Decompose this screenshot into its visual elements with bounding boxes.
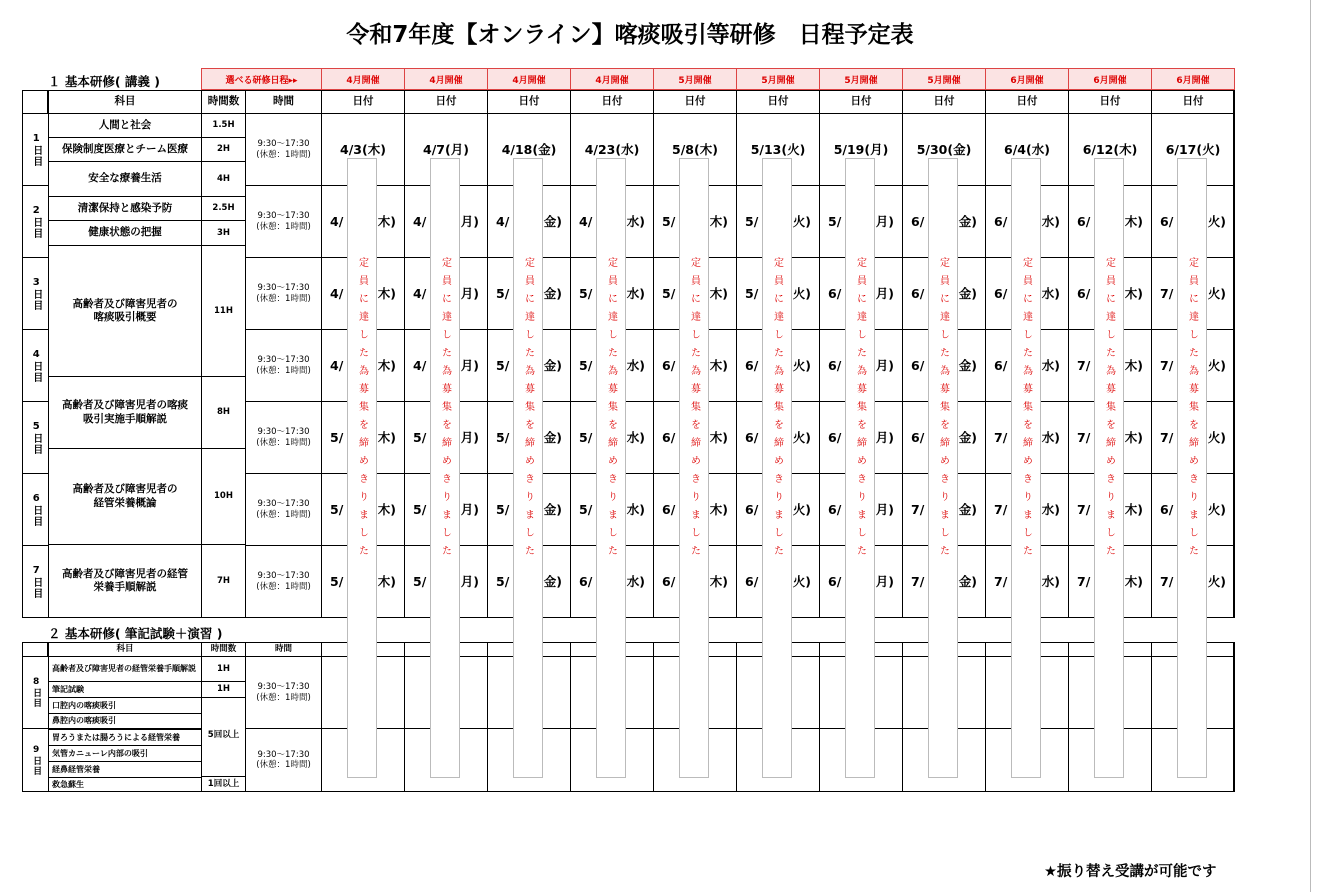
time-cell-5 bbox=[245, 401, 322, 474]
corner-cell bbox=[22, 90, 48, 114]
date-partial-left: 6/ bbox=[828, 501, 842, 517]
time-sub: (休憩：1時間) bbox=[256, 581, 311, 592]
date-partial-left: 7/ bbox=[994, 573, 1008, 589]
time-cell-2 bbox=[245, 185, 322, 258]
s2-subject-3: 口腔内の喀痰吸引 bbox=[48, 697, 202, 714]
date-header-10: 日付 bbox=[1068, 90, 1152, 114]
month-header-5: 5月開催 bbox=[653, 68, 737, 90]
s2-header-subject: 科目 bbox=[48, 642, 202, 657]
date-partial-right: 火) bbox=[792, 213, 811, 229]
date-partial-right: 火) bbox=[792, 501, 811, 517]
date-partial-left: 6/ bbox=[828, 573, 842, 589]
date-partial-right: 木) bbox=[1124, 213, 1143, 229]
date-partial-left: 6/ bbox=[662, 573, 676, 589]
date-partial-right: 水) bbox=[626, 573, 645, 589]
date-partial-left: 7/ bbox=[1077, 501, 1091, 517]
date-partial-left: 4/ bbox=[330, 285, 344, 301]
date-partial-right: 水) bbox=[1041, 285, 1060, 301]
date-partial-left: 6/ bbox=[1160, 213, 1174, 229]
s2-day-8: 8日目 bbox=[22, 656, 49, 729]
date-header-5: 日付 bbox=[653, 90, 737, 114]
date-partial-right: 金) bbox=[958, 573, 977, 589]
date-partial-left: 6/ bbox=[994, 285, 1008, 301]
s2-subject-5: 胃ろうまたは腸ろうによる経管栄養 bbox=[48, 729, 202, 746]
date-partial-left: 6/ bbox=[828, 429, 842, 445]
subject-5: 健康状態の把握 bbox=[48, 220, 202, 246]
date-partial-left: 4/ bbox=[579, 213, 593, 229]
date-partial-right: 木) bbox=[377, 501, 396, 517]
date-partial-right: 月) bbox=[460, 357, 479, 373]
s2-subject-7: 経鼻経管栄養 bbox=[48, 761, 202, 778]
closed-band-2 bbox=[430, 158, 460, 778]
day-label-1: 1日目 bbox=[22, 113, 49, 186]
s2-time-8-main: 9:30〜17:30 bbox=[257, 682, 310, 693]
date-partial-right: 木) bbox=[377, 573, 396, 589]
closed-band-4 bbox=[596, 158, 626, 778]
date-partial-left: 6/ bbox=[662, 429, 676, 445]
date-partial-right: 金) bbox=[543, 213, 562, 229]
date-partial-right: 金) bbox=[543, 501, 562, 517]
s2-header-time: 時間 bbox=[245, 642, 322, 657]
date-partial-right: 月) bbox=[875, 429, 894, 445]
date-partial-right: 水) bbox=[626, 285, 645, 301]
date-partial-left: 5/ bbox=[662, 285, 676, 301]
header-time: 時間 bbox=[245, 90, 322, 114]
date-header-7: 日付 bbox=[819, 90, 903, 114]
day-label-3: 3日目 bbox=[22, 257, 49, 330]
date-partial-right: 火) bbox=[1207, 213, 1226, 229]
date-partial-right: 金) bbox=[958, 213, 977, 229]
date-partial-right: 月) bbox=[460, 429, 479, 445]
date-partial-right: 金) bbox=[958, 429, 977, 445]
s2-hours-2: 1H bbox=[201, 681, 246, 698]
date-partial-left: 5/ bbox=[745, 213, 759, 229]
date-partial-right: 月) bbox=[460, 285, 479, 301]
closed-band-1 bbox=[347, 158, 377, 778]
s2-corner bbox=[22, 642, 48, 657]
date-partial-right: 水) bbox=[1041, 357, 1060, 373]
date-cell-1-3: 4/18(金) bbox=[487, 113, 571, 186]
month-header-9: 6月開催 bbox=[985, 68, 1069, 90]
date-partial-right: 木) bbox=[1124, 285, 1143, 301]
date-partial-right: 火) bbox=[792, 357, 811, 373]
month-header-8: 5月開催 bbox=[902, 68, 986, 90]
page-edge-line bbox=[1310, 0, 1311, 892]
date-partial-left: 5/ bbox=[413, 429, 427, 445]
date-partial-right: 金) bbox=[543, 429, 562, 445]
hours-6: 11H bbox=[201, 245, 246, 377]
date-partial-left: 6/ bbox=[1077, 213, 1091, 229]
date-cell-1-10: 6/12(木) bbox=[1068, 113, 1152, 186]
date-partial-right: 月) bbox=[875, 357, 894, 373]
date-partial-left: 7/ bbox=[1160, 573, 1174, 589]
month-header-7: 5月開催 bbox=[819, 68, 903, 90]
date-partial-right: 火) bbox=[792, 573, 811, 589]
date-partial-right: 月) bbox=[460, 213, 479, 229]
date-partial-right: 金) bbox=[958, 501, 977, 517]
date-partial-right: 木) bbox=[709, 357, 728, 373]
time-main: 9:30〜17:30 bbox=[257, 211, 310, 222]
s2-hours-8: 1回以上 bbox=[201, 776, 246, 792]
date-partial-right: 水) bbox=[1041, 501, 1060, 517]
date-cell-1-4: 4/23(水) bbox=[570, 113, 654, 186]
date-header-3: 日付 bbox=[487, 90, 571, 114]
s2-time-8-sub: (休憩：1時間) bbox=[256, 692, 311, 703]
date-partial-left: 6/ bbox=[745, 429, 759, 445]
date-cell-1-11: 6/17(火) bbox=[1151, 113, 1235, 186]
date-partial-left: 7/ bbox=[1160, 285, 1174, 301]
time-sub: (休憩：1時間) bbox=[256, 365, 311, 376]
date-partial-left: 6/ bbox=[745, 501, 759, 517]
date-cell-1-7: 5/19(月) bbox=[819, 113, 903, 186]
date-partial-right: 月) bbox=[875, 573, 894, 589]
time-cell-3 bbox=[245, 257, 322, 330]
date-partial-right: 木) bbox=[1124, 501, 1143, 517]
closed-text: 定員に達した為募集を締めきりました bbox=[605, 257, 617, 563]
s2-subject-1: 高齢者及び障害児者の経管栄養手順解説 bbox=[48, 656, 202, 682]
closed-band-5 bbox=[679, 158, 709, 778]
closed-text: 定員に達した為募集を締めきりました bbox=[771, 257, 783, 563]
hours-4: 2.5H bbox=[201, 196, 246, 221]
date-partial-left: 5/ bbox=[662, 213, 676, 229]
month-header-11: 6月開催 bbox=[1151, 68, 1235, 90]
date-partial-left: 6/ bbox=[1077, 285, 1091, 301]
date-partial-right: 水) bbox=[626, 501, 645, 517]
subject-8: 高齢者及び障害児者の経管栄養概論 bbox=[48, 448, 202, 545]
date-partial-right: 木) bbox=[377, 357, 396, 373]
closed-text: 定員に達した為募集を締めきりました bbox=[522, 257, 534, 563]
date-header-2: 日付 bbox=[404, 90, 488, 114]
subject-6: 高齢者及び障害児者の喀痰吸引概要 bbox=[48, 245, 202, 377]
hours-8: 10H bbox=[201, 448, 246, 545]
s2-subject-2: 筆記試験 bbox=[48, 681, 202, 698]
time-sub: (休憩：1時間) bbox=[256, 221, 311, 232]
date-partial-left: 7/ bbox=[1077, 573, 1091, 589]
time-main: 9:30〜17:30 bbox=[257, 499, 310, 510]
date-partial-left: 7/ bbox=[1160, 357, 1174, 373]
closed-text: 定員に達した為募集を締めきりました bbox=[1020, 257, 1032, 563]
hours-7: 8H bbox=[201, 376, 246, 449]
date-partial-right: 木) bbox=[1124, 429, 1143, 445]
date-partial-right: 火) bbox=[792, 429, 811, 445]
subject-9: 高齢者及び障害児者の経管栄養手順解説 bbox=[48, 544, 202, 618]
page-title: 令和7年度【オンライン】喀痰吸引等研修 日程予定表 bbox=[346, 22, 914, 48]
date-header-8: 日付 bbox=[902, 90, 986, 114]
s2-time-9-sub: (休憩：1時間) bbox=[256, 760, 311, 770]
date-partial-left: 4/ bbox=[330, 357, 344, 373]
closed-text: 定員に達した為募集を締めきりました bbox=[1103, 257, 1115, 563]
date-header-11: 日付 bbox=[1151, 90, 1235, 114]
date-partial-left: 4/ bbox=[413, 213, 427, 229]
date-partial-right: 月) bbox=[875, 213, 894, 229]
date-partial-left: 4/ bbox=[413, 285, 427, 301]
date-partial-left: 5/ bbox=[579, 501, 593, 517]
date-cell-1-6: 5/13(火) bbox=[736, 113, 820, 186]
date-partial-right: 金) bbox=[958, 357, 977, 373]
date-cell-1-2: 4/7(月) bbox=[404, 113, 488, 186]
time-cell-6 bbox=[245, 473, 322, 546]
s2-time-8 bbox=[245, 656, 322, 729]
date-partial-right: 火) bbox=[1207, 429, 1226, 445]
month-header-1: 4月開催 bbox=[321, 68, 405, 90]
date-partial-right: 木) bbox=[1124, 357, 1143, 373]
date-partial-left: 5/ bbox=[745, 285, 759, 301]
subject-7: 高齢者及び障害児者の喀痰吸引実施手順解説 bbox=[48, 376, 202, 449]
day-label-4: 4日目 bbox=[22, 329, 49, 402]
footer-note: ★振り替え受講が可能です bbox=[1044, 864, 1217, 880]
closed-text: 定員に達した為募集を締めきりました bbox=[688, 257, 700, 563]
date-partial-left: 5/ bbox=[579, 285, 593, 301]
s2-hours-5: 5回以上 bbox=[201, 697, 246, 777]
subject-2: 保険制度医療とチーム医療 bbox=[48, 137, 202, 162]
time-sub: (休憩：1時間) bbox=[256, 149, 311, 160]
time-main: 9:30〜17:30 bbox=[257, 571, 310, 582]
closed-band-8 bbox=[928, 158, 958, 778]
date-partial-right: 金) bbox=[543, 285, 562, 301]
date-partial-right: 火) bbox=[1207, 501, 1226, 517]
month-header-10: 6月開催 bbox=[1068, 68, 1152, 90]
date-partial-left: 7/ bbox=[911, 501, 925, 517]
s2-header-hours: 時間数 bbox=[201, 642, 246, 657]
month-header-4: 4月開催 bbox=[570, 68, 654, 90]
date-partial-left: 5/ bbox=[496, 285, 510, 301]
date-partial-left: 5/ bbox=[496, 501, 510, 517]
date-partial-right: 木) bbox=[709, 213, 728, 229]
date-partial-right: 木) bbox=[709, 285, 728, 301]
date-partial-right: 火) bbox=[1207, 357, 1226, 373]
time-cell-1 bbox=[245, 113, 322, 186]
day-label-6: 6日目 bbox=[22, 473, 49, 546]
month-header-3: 4月開催 bbox=[487, 68, 571, 90]
date-partial-right: 火) bbox=[1207, 285, 1226, 301]
date-partial-left: 7/ bbox=[1077, 429, 1091, 445]
date-partial-right: 月) bbox=[875, 501, 894, 517]
date-partial-right: 水) bbox=[626, 213, 645, 229]
date-partial-right: 木) bbox=[709, 501, 728, 517]
month-header-2: 4月開催 bbox=[404, 68, 488, 90]
s2-day-9: 9日目 bbox=[22, 728, 49, 792]
date-partial-left: 5/ bbox=[413, 573, 427, 589]
hours-9: 7H bbox=[201, 544, 246, 618]
subject-4: 清潔保持と感染予防 bbox=[48, 196, 202, 221]
date-partial-left: 5/ bbox=[330, 429, 344, 445]
date-partial-right: 火) bbox=[792, 285, 811, 301]
s2-time-9 bbox=[245, 728, 322, 792]
date-cell-1-8: 5/30(金) bbox=[902, 113, 986, 186]
date-partial-left: 6/ bbox=[994, 213, 1008, 229]
date-partial-right: 水) bbox=[626, 357, 645, 373]
header-subject: 科目 bbox=[48, 90, 202, 114]
s2-time-9-main: 9:30〜17:30 bbox=[257, 749, 310, 760]
date-cell-1-1: 4/3(木) bbox=[321, 113, 405, 186]
hours-5: 3H bbox=[201, 220, 246, 246]
date-cell-1-5: 5/8(木) bbox=[653, 113, 737, 186]
day-label-2: 2日目 bbox=[22, 185, 49, 258]
date-partial-left: 5/ bbox=[579, 429, 593, 445]
date-header-9: 日付 bbox=[985, 90, 1069, 114]
date-partial-left: 4/ bbox=[496, 213, 510, 229]
date-partial-right: 木) bbox=[1124, 573, 1143, 589]
date-partial-left: 6/ bbox=[994, 357, 1008, 373]
date-partial-right: 水) bbox=[1041, 213, 1060, 229]
date-partial-left: 6/ bbox=[662, 357, 676, 373]
date-partial-left: 6/ bbox=[911, 285, 925, 301]
closed-text: 定員に達した為募集を締めきりました bbox=[1186, 257, 1198, 563]
select-dates-label: 選べる研修日程▸▸ bbox=[201, 68, 322, 90]
day-label-5: 5日目 bbox=[22, 401, 49, 474]
time-sub: (休憩：1時間) bbox=[256, 293, 311, 304]
date-partial-left: 7/ bbox=[994, 429, 1008, 445]
date-partial-left: 5/ bbox=[413, 501, 427, 517]
date-partial-right: 木) bbox=[377, 285, 396, 301]
closed-text: 定員に達した為募集を締めきりました bbox=[439, 257, 451, 563]
date-partial-right: 水) bbox=[626, 429, 645, 445]
date-partial-left: 7/ bbox=[1077, 357, 1091, 373]
s2-subject-8: 救急蘇生 bbox=[48, 777, 202, 792]
closed-text: 定員に達した為募集を締めきりました bbox=[356, 257, 368, 563]
hours-2: 2H bbox=[201, 137, 246, 162]
date-partial-left: 6/ bbox=[828, 285, 842, 301]
closed-band-11 bbox=[1177, 158, 1207, 778]
section2-label: ２ 基本研修( 筆記試験＋演習 ) bbox=[48, 626, 223, 641]
date-partial-right: 金) bbox=[543, 357, 562, 373]
closed-text: 定員に達した為募集を締めきりました bbox=[937, 257, 949, 563]
date-header-1: 日付 bbox=[321, 90, 405, 114]
subject-3: 安全な療養生活 bbox=[48, 161, 202, 197]
s2-subject-4: 鼻腔内の喀痰吸引 bbox=[48, 713, 202, 729]
date-partial-right: 金) bbox=[543, 573, 562, 589]
date-partial-right: 水) bbox=[1041, 573, 1060, 589]
date-partial-left: 6/ bbox=[828, 357, 842, 373]
date-partial-left: 6/ bbox=[745, 357, 759, 373]
date-partial-left: 7/ bbox=[994, 501, 1008, 517]
date-partial-right: 月) bbox=[460, 573, 479, 589]
time-main: 9:30〜17:30 bbox=[257, 355, 310, 366]
closed-band-6 bbox=[762, 158, 792, 778]
time-cell-7 bbox=[245, 545, 322, 618]
date-header-4: 日付 bbox=[570, 90, 654, 114]
s2-hours-1: 1H bbox=[201, 656, 246, 682]
closed-band-3 bbox=[513, 158, 543, 778]
time-main: 9:30〜17:30 bbox=[257, 139, 310, 150]
date-partial-left: 6/ bbox=[662, 501, 676, 517]
date-partial-left: 4/ bbox=[413, 357, 427, 373]
date-cell-1-9: 6/4(水) bbox=[985, 113, 1069, 186]
date-partial-right: 月) bbox=[460, 501, 479, 517]
time-cell-4 bbox=[245, 329, 322, 402]
date-partial-right: 木) bbox=[377, 213, 396, 229]
s2-subject-6: 気管カニューレ内部の吸引 bbox=[48, 745, 202, 762]
date-partial-right: 月) bbox=[875, 285, 894, 301]
day-label-7: 7日目 bbox=[22, 545, 49, 618]
subject-1: 人間と社会 bbox=[48, 113, 202, 138]
date-partial-left: 6/ bbox=[745, 573, 759, 589]
date-partial-left: 7/ bbox=[1160, 429, 1174, 445]
date-partial-right: 木) bbox=[709, 429, 728, 445]
header-hours: 時間数 bbox=[201, 90, 246, 114]
date-partial-left: 5/ bbox=[330, 501, 344, 517]
date-partial-left: 6/ bbox=[911, 429, 925, 445]
date-partial-right: 金) bbox=[958, 285, 977, 301]
date-partial-left: 5/ bbox=[330, 573, 344, 589]
date-partial-right: 火) bbox=[1207, 573, 1226, 589]
date-partial-left: 4/ bbox=[330, 213, 344, 229]
time-sub: (休憩：1時間) bbox=[256, 437, 311, 448]
date-partial-left: 5/ bbox=[579, 357, 593, 373]
date-partial-left: 5/ bbox=[496, 573, 510, 589]
date-partial-left: 7/ bbox=[911, 573, 925, 589]
date-partial-left: 5/ bbox=[828, 213, 842, 229]
date-partial-left: 6/ bbox=[911, 213, 925, 229]
hours-3: 4H bbox=[201, 161, 246, 197]
date-partial-left: 6/ bbox=[579, 573, 593, 589]
time-main: 9:30〜17:30 bbox=[257, 427, 310, 438]
hours-1: 1.5H bbox=[201, 113, 246, 138]
closed-band-10 bbox=[1094, 158, 1124, 778]
date-partial-left: 5/ bbox=[496, 357, 510, 373]
date-partial-left: 5/ bbox=[496, 429, 510, 445]
date-header-6: 日付 bbox=[736, 90, 820, 114]
date-partial-right: 木) bbox=[377, 429, 396, 445]
time-sub: (休憩：1時間) bbox=[256, 509, 311, 520]
date-partial-right: 木) bbox=[709, 573, 728, 589]
closed-text: 定員に達した為募集を締めきりました bbox=[854, 257, 866, 563]
date-partial-left: 6/ bbox=[911, 357, 925, 373]
time-main: 9:30〜17:30 bbox=[257, 283, 310, 294]
section1-label: １ 基本研修( 講義 ) bbox=[48, 74, 160, 89]
date-partial-right: 水) bbox=[1041, 429, 1060, 445]
closed-band-9 bbox=[1011, 158, 1041, 778]
month-header-6: 5月開催 bbox=[736, 68, 820, 90]
date-partial-left: 6/ bbox=[1160, 501, 1174, 517]
closed-band-7 bbox=[845, 158, 875, 778]
